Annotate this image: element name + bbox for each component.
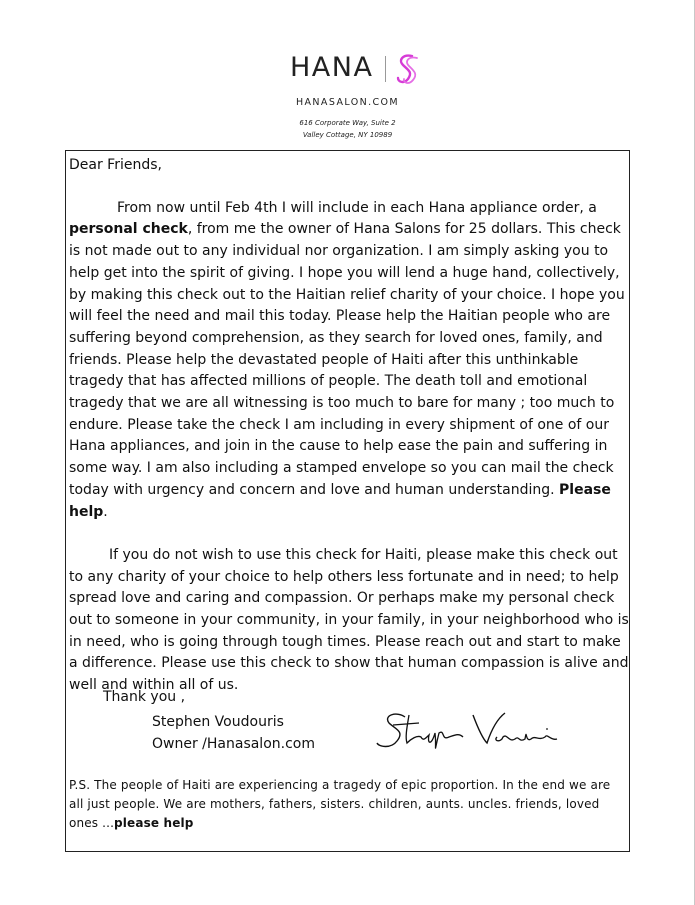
p1-bold: personal check <box>69 221 188 238</box>
closing: Thank you , <box>103 689 186 705</box>
hana-swirl-icon <box>393 52 421 86</box>
letter-body <box>69 155 629 697</box>
brand-name: HANA <box>290 52 374 83</box>
ps-text: P.S. The people of Haiti are experiencing a tragedy of epic proportion. In the end we are all just people. We are mothers, fathers, sisters. children, aunts. uncles. friends, loved ones ... <box>69 778 611 830</box>
handwritten-signature <box>375 703 565 757</box>
signer-name: Stephen Voudouris <box>152 714 284 730</box>
logo-divider <box>385 56 386 82</box>
address-line-2: Valley Cottage, NY 10989 <box>302 131 393 139</box>
please-help-bold: Please help <box>69 481 611 520</box>
p1-rest: , from me the owner of Hana Salons for 25 dollars. This check is not made out to any individual nor organization. I am simply asking you to help get into the spirit of giving. I hope you will lend a huge hand, collectively, by making this check out to the Haitian relief charity of your choice. I hope you will feel the need and mail this today. Please help the Haitian people who are suffering beyond comprehension, as they search for loved ones, family, and friends. Please help the devastated people of Haiti after this unthinkable tragedy that has affected millions of people. The death toll and emotional tragedy that we are all witnessing is too much to bare for many ; too much to endure. Please take the check I am including in every shipment of one of our Hana appliances, and join in the cause to help ease the pain and suffering in some way. I am also including a stamped envelope so you can mail the check today with urgency and concern and love and human understanding. <box>69 221 625 498</box>
paragraph-1 <box>69 198 629 524</box>
paragraph-2: If you do not wish to use this check for Haiti, please make this check out to any charity of your choice to help others less fortunate and in need; to help spread love and caring and compassion. Or perhaps make my personal check out to someone in your community, in your family, in your neighborhood who is in need, who is going through tough times. Please reach out and start to make a difference. Please use this check to show that human compassion is alive and well and within all of us. <box>69 546 629 694</box>
p1-start: From now until Feb 4th I will include in each Hana appliance order, a <box>117 199 597 216</box>
greeting: Dear Friends, <box>69 157 162 173</box>
hana-logo <box>0 50 695 90</box>
signer-title: Owner /Hanasalon.com <box>152 736 315 752</box>
website: HANASALON.COM <box>295 97 400 108</box>
ps-please-help: please help <box>114 816 194 830</box>
address-line-1: 616 Corporate Way, Suite 2 <box>299 119 396 127</box>
postscript <box>69 776 625 833</box>
p1-end: . <box>103 503 108 520</box>
signer-block <box>152 711 315 755</box>
